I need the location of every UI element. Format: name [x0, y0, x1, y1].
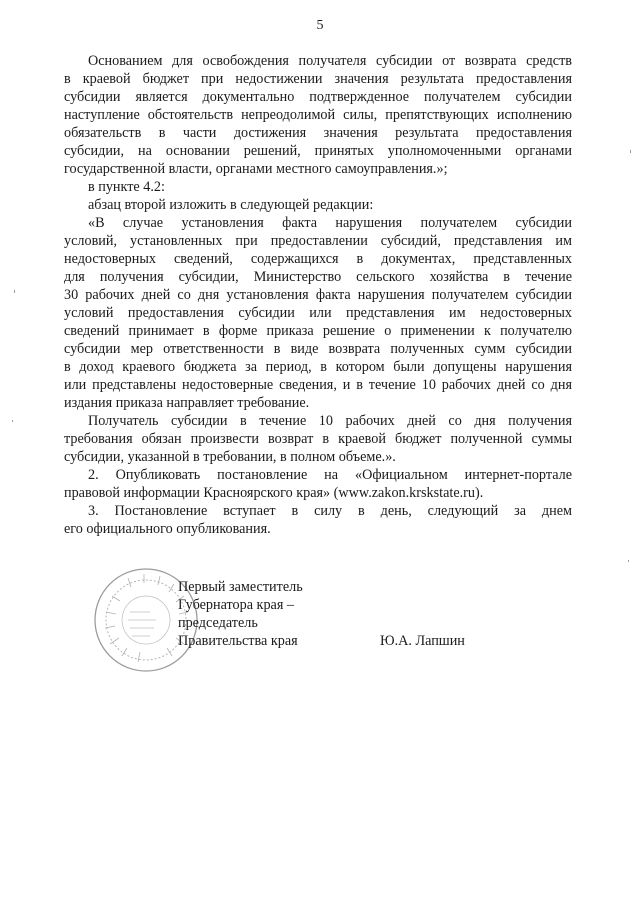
body-line: обязательств в части достижения значения результата предоставления — [64, 125, 572, 141]
scan-speck — [628, 560, 629, 562]
body-line: или представлены недостоверные сведения, и в течение 10 рабочих дней со дня — [64, 377, 572, 393]
signatory-name: Ю.А. Лапшин — [380, 633, 465, 649]
body-line: 3. Постановление вступает в силу в день, следующий за днем — [88, 503, 572, 519]
body-line: субсидии является документально подтвержденное получателем субсидии — [64, 89, 572, 105]
body-line: в доход краевого бюджета за период, в котором были допущены нарушения — [64, 359, 572, 375]
body-line: требования обязан произвести возврат в краевой бюджет полученной суммы — [64, 431, 572, 447]
scan-speck — [630, 150, 631, 153]
body-line: субсидии мер ответственности в виде возврата полученных сумм субсидии — [64, 341, 572, 357]
body-line: в пункте 4.2: — [88, 179, 165, 195]
body-line: 2. Опубликовать постановление на «Официальном интернет-портале — [88, 467, 572, 483]
body-line: его официального опубликования. — [64, 521, 271, 537]
body-line: Основанием для освобождения получателя субсидии от возврата средств — [88, 53, 572, 69]
signatory-title-line: председатель — [178, 615, 258, 631]
scan-speck — [12, 420, 13, 422]
body-line: государственной власти, органами местного самоуправления.»; — [64, 161, 448, 177]
body-line: в краевой бюджет при недостижении значения результата предоставления — [64, 71, 572, 87]
body-line: наступление обстоятельств непреодолимой силы, препятствующих исполнению — [64, 107, 572, 123]
signatory-title-line: Первый заместитель — [178, 579, 303, 595]
body-line: условий предоставления субсидии или представления им недостоверных — [64, 305, 572, 321]
body-line: «В случае установления факта нарушения получателем субсидии — [88, 215, 572, 231]
body-line: Получатель субсидии в течение 10 рабочих дней со дня получения — [88, 413, 572, 429]
body-line: для получения субсидии, Министерство сельского хозяйства в течение — [64, 269, 572, 285]
body-line: субсидии, на основании решений, принятых уполномоченными органами — [64, 143, 572, 159]
scan-speck — [14, 290, 15, 293]
body-line: недостоверных сведений, содержащихся в документах, представленных — [64, 251, 572, 267]
body-line: условий, установленных при предоставлении субсидий, представления им — [64, 233, 572, 249]
body-line: сведений принимает в форме приказа решение о применении к получателю — [64, 323, 572, 339]
page-number: 5 — [316, 18, 324, 33]
body-line: правовой информации Красноярского края» (www.zakon.krskstate.ru). — [64, 485, 484, 501]
body-line: субсидии, указанной в требовании, в полном объеме.». — [64, 449, 396, 465]
body-line: издания приказа направляет требование. — [64, 395, 310, 411]
signatory-title-line: Правительства края — [178, 633, 298, 649]
body-line: 30 рабочих дней со дня установления факта нарушения получателем субсидии — [64, 287, 572, 303]
signatory-title-line: Губернатора края – — [178, 597, 295, 613]
body-line: абзац второй изложить в следующей редакции: — [88, 197, 374, 213]
